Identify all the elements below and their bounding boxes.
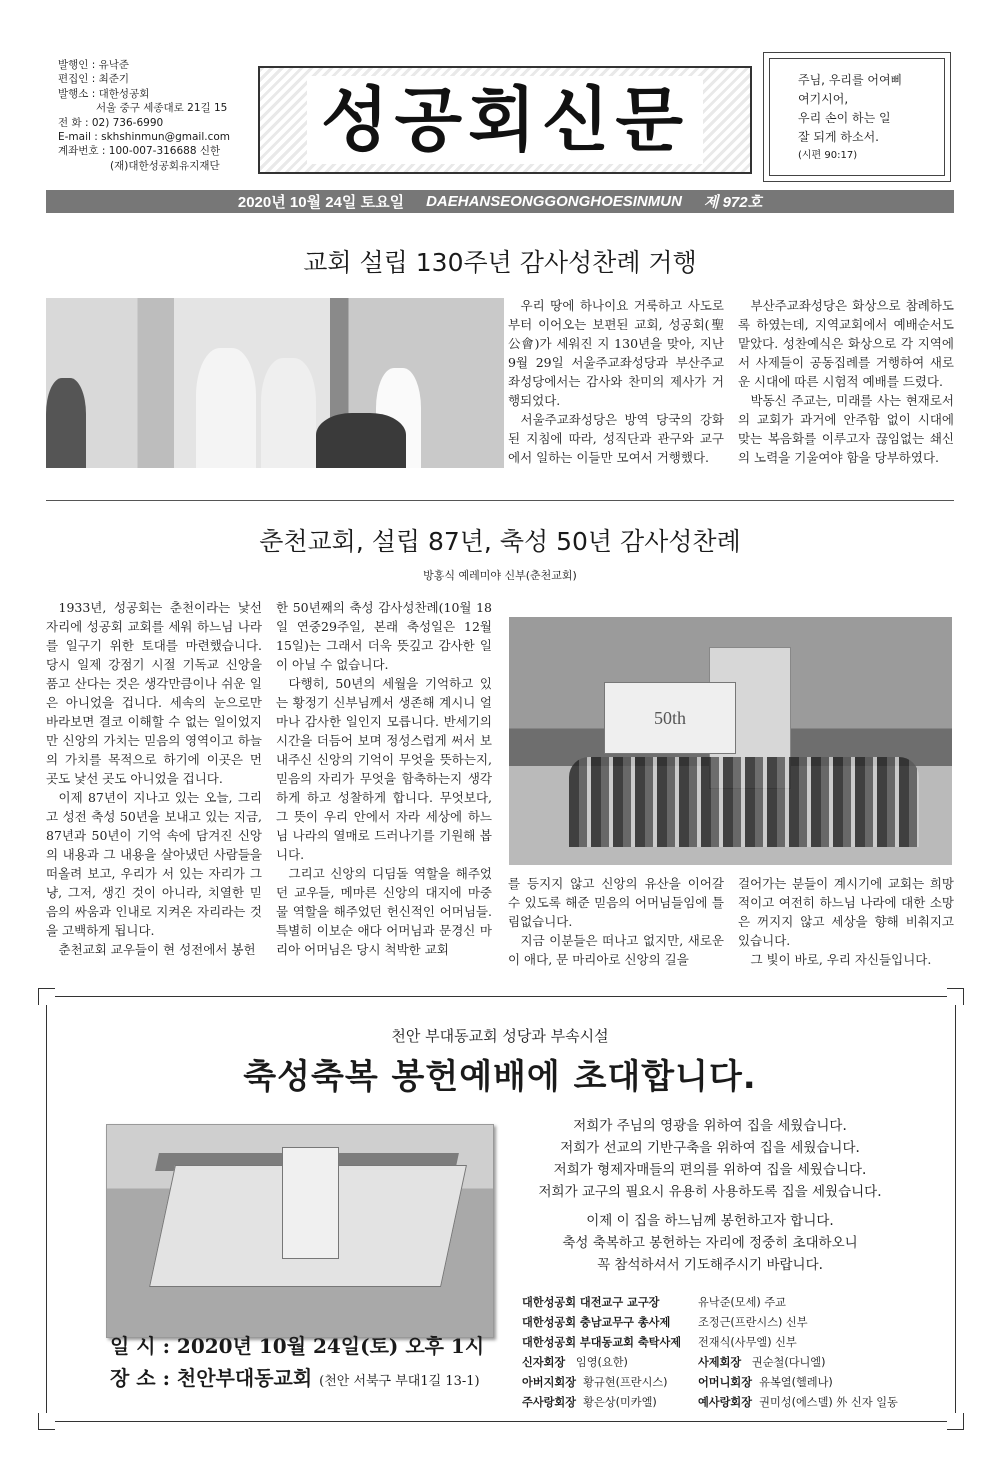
verse-line: 잘 되게 하소서. xyxy=(798,130,879,144)
verse-line: 우리 손이 하는 일 xyxy=(798,111,891,125)
pub-line: 발행인 : 유낙준 xyxy=(58,59,130,71)
event-place xyxy=(110,1362,480,1391)
host-title: 대한성공회 부대동교회 축탁사제 xyxy=(522,1336,682,1349)
message-line: 저희가 교구의 필요시 유용히 사용하도록 집을 세웠습니다. xyxy=(538,1184,882,1200)
officer-name: 권미성(에스델) 外 신자 일동 xyxy=(759,1396,898,1409)
article2-column-4 xyxy=(738,874,954,969)
article2-column-2 xyxy=(276,598,492,959)
paragraph: 걸어가는 분들이 계시기에 교회는 희망적이고 여전히 하느님 나라에 대한 소망은 꺼지지 않고 세상을 향해 비춰지고 있습니다. xyxy=(738,876,954,948)
paragraph: 부산주교좌성당은 화상으로 참례하도록 하였는데, 지역교회에서 예배순서도 맡았다. 성찬예식은 화상으로 각 지역에서 사제들이 공동집례를 거행하여 새로운 시대에 따른 시험적 예배를 드렸다. xyxy=(738,298,954,389)
pub-line: 발행소 : 대한성공회 xyxy=(58,87,150,100)
article1-photo xyxy=(46,298,504,468)
paragraph: 를 등지지 않고 신앙의 유산을 이어갈 수 있도록 해준 믿음의 어머님들임에 틀림없습니다. xyxy=(508,876,724,929)
message-line: 꼭 참석하셔서 기도해주시기 바랍니다. xyxy=(597,1257,823,1273)
paragraph: 지금 이분들은 떠나고 없지만, 새로운 이 애다, 문 마리아로 신앙의 길을 xyxy=(508,933,724,967)
event-time: 일 시 : 2020년 10월 24일(토) 오후 1시 xyxy=(110,1334,485,1358)
article1-headline: 교회 설립 130주년 감사성찬례 거행 xyxy=(303,248,697,277)
paragraph: 이제 87년이 지나고 있는 오늘, 그리고 성전 축성 50년을 보내고 있는 지금, 87년과 50년이 기억 속에 담겨진 신앙의 내용과 그 내용을 살아냈던 사람들을 떠올려 보고, 우리가 서 있는 자리가 그냥, 그저, 생긴 것이 아니라, 치열한 믿음의 싸움과 인내로 지켜온 자리라는 것을 고백하게 됩니다. xyxy=(46,790,262,938)
paragraph: 그 빛이 바로, 우리 자신들입니다. xyxy=(750,952,932,967)
verse-line: 주님, 우리를 어여삐 xyxy=(798,73,903,87)
verse-box xyxy=(763,52,951,182)
message-line: 저희가 형제자매들의 편의를 위하여 집을 세웠습니다. xyxy=(553,1162,867,1178)
host-title: 대한성공회 대전교구 교구장 xyxy=(522,1296,660,1309)
paragraph: 한 50년째의 축성 감사성찬례(10월 18일 연중29주일, 본래 축성일은 12월 15일)는 그래서 더욱 뜻깊고 감사한 일이 아닐 수 없습니다. xyxy=(276,600,492,672)
host-title: 대한성공회 충남교무구 총사제 xyxy=(522,1316,671,1329)
paragraph: 다행히, 50년의 세월을 기억하고 있는 황정기 신부님께서 생존해 계시니 얼마나 감사한 일인지 모릅니다. 반세기의 시간을 더듬어 보며 정성스럽게 써서 보내주신 신앙의 기억이 무엇을 뜻하는지, 믿음의 자리가 무엇을 함축하는지 생각하게 하고 성찰하게 합니다. 무엇보다, 그 뜻이 우리 안에서 자라 세상에 하느님 나라의 열매로 드러나기를 기원해 봅니다. xyxy=(276,676,492,862)
paragraph: 서울주교좌성당은 방역 당국의 강화된 지침에 따라, 성직단과 관구와 교구에서 일하는 이들만 모여서 거행했다. xyxy=(508,412,724,465)
issue-number: 제 972호 xyxy=(703,194,763,211)
date-bar xyxy=(46,190,954,213)
pub-line: 서울 중구 세종대로 21길 15 xyxy=(96,102,228,115)
article2-column-1 xyxy=(46,598,262,959)
officer-name: 권순철(다니엘) xyxy=(751,1356,826,1369)
article2-column-3 xyxy=(508,874,724,969)
paragraph: 1933년, 성공회는 춘천이라는 낯선 자리에 성공회 교회를 세워 하느님 나라를 일구기 위한 토대를 마련했습니다. 당시 일제 강점기 시절 기독교 신앙을 품고 산다는 것은 생각만큼이나 쉬운 일은 아니었을 겁니다. 세속의 눈으로만 바라보면 결코 이해할 수 없는 일이었지만 신앙의 가치는 믿음의 영역이고 하늘의 가치를 목적으로 하기에 이곳은 먼 곳도 낯선 곳도 아니었을 겁니다. xyxy=(46,600,262,786)
issue-date: 2020년 10월 24일 토요일 xyxy=(237,194,405,211)
pub-line: E-mail : skhshinmun@gmail.com xyxy=(58,131,230,144)
officer-role: 신자회장 xyxy=(522,1356,566,1369)
pub-line: 계좌번호 : 100-007-316688 신한 xyxy=(58,145,221,158)
paragraph: 춘천교회 교우들이 현 성전에서 봉헌 xyxy=(58,942,256,957)
officer-role: 예사랑회장 xyxy=(698,1396,753,1409)
article2-group-photo xyxy=(509,617,952,865)
photo-banner-text: 50th xyxy=(604,682,736,754)
host-name: 유낙준(모세) 주교 xyxy=(698,1296,786,1309)
logo-text: 성공회신문 xyxy=(307,76,703,164)
officer-role: 사제회장 xyxy=(698,1356,742,1369)
article2-headline: 춘천교회, 설립 87년, 축성 50년 감사성찬례 xyxy=(259,527,741,556)
place-address: (천안 서북구 부대1길 13-1) xyxy=(319,1374,480,1389)
paper-name-roman: DAEHANSEONGGONGHOESINMUN xyxy=(426,193,682,210)
newspaper-logo xyxy=(258,66,752,174)
host-list xyxy=(522,1293,942,1413)
message-line: 저희가 주님의 영광을 위하여 집을 세웠습니다. xyxy=(573,1118,847,1134)
invitation-subtitle: 천안 부대동교회 성당과 부속시설 xyxy=(391,1027,609,1045)
message-line: 이제 이 집을 하느님께 봉헌하고자 합니다. xyxy=(586,1213,834,1229)
host-name: 전재식(사무엘) 신부 xyxy=(698,1336,797,1349)
publisher-info xyxy=(58,58,268,173)
pub-line: 전 화 : 02) 736-6990 xyxy=(58,116,164,129)
pub-line: 편집인 : 최준기 xyxy=(58,73,130,86)
officer-role: 아버지회장 xyxy=(522,1376,577,1389)
invitation-message-2 xyxy=(500,1210,920,1276)
church-building-photo xyxy=(106,1124,494,1338)
message-line: 저희가 선교의 기반구축을 위하여 집을 세웠습니다. xyxy=(560,1140,860,1156)
officer-role: 주사랑회장 xyxy=(522,1396,577,1409)
place-name: 장 소 : 천안부대동교회 xyxy=(110,1366,313,1390)
invitation-message-1 xyxy=(500,1115,920,1203)
paragraph: 우리 땅에 하나이요 거룩하고 사도로부터 이어오는 보편된 교회, 성공회(聖公會)가 세워진 지 130년을 맞아, 지난 9월 29일 서울주교좌성당과 부산주교좌성당에서는 감사와 찬미의 제사가 거행되었다. xyxy=(508,298,724,408)
article1-column-2 xyxy=(738,296,954,467)
officer-name: 유복열(헬레나) xyxy=(759,1376,833,1389)
invitation-title: 축성축복 봉헌예배에 초대합니다. xyxy=(243,1057,757,1097)
section-divider xyxy=(46,500,954,501)
officer-name: 황은상(미카엘) xyxy=(583,1396,657,1409)
verse-line: 여기시어, xyxy=(798,92,849,106)
article1-column-1 xyxy=(508,296,724,467)
paragraph: 그리고 신앙의 디딤돌 역할을 해주었던 교우들, 메마른 신앙의 대지에 마중물 역할을 해주었던 헌신적인 어머님들. 특별히 이보순 애다 어머님과 문경신 마리아 어머님은 당시 척박한 교회 xyxy=(276,866,492,957)
verse-reference: (시편 90:17) xyxy=(798,150,858,161)
message-line: 축성 축복하고 봉헌하는 자리에 정중히 초대하오니 xyxy=(562,1235,858,1251)
pub-line: (재)대한성공회유지재단 xyxy=(110,159,220,172)
officer-name: 황규현(프란시스) xyxy=(583,1376,668,1389)
paragraph: 박동신 주교는, 미래를 사는 현재로서의 교회가 과거에 안주함 없이 시대에 맞는 복음화를 이루고자 끊임없는 쇄신의 노력을 기울여야 함을 당부하였다. xyxy=(738,393,954,465)
host-name: 조정근(프란시스) 신부 xyxy=(698,1316,808,1329)
officer-role: 어머니회장 xyxy=(698,1376,753,1389)
officer-name: 임영(요한) xyxy=(575,1356,628,1369)
article2-byline: 방홍식 예레미야 신부(춘천교회) xyxy=(423,569,577,582)
